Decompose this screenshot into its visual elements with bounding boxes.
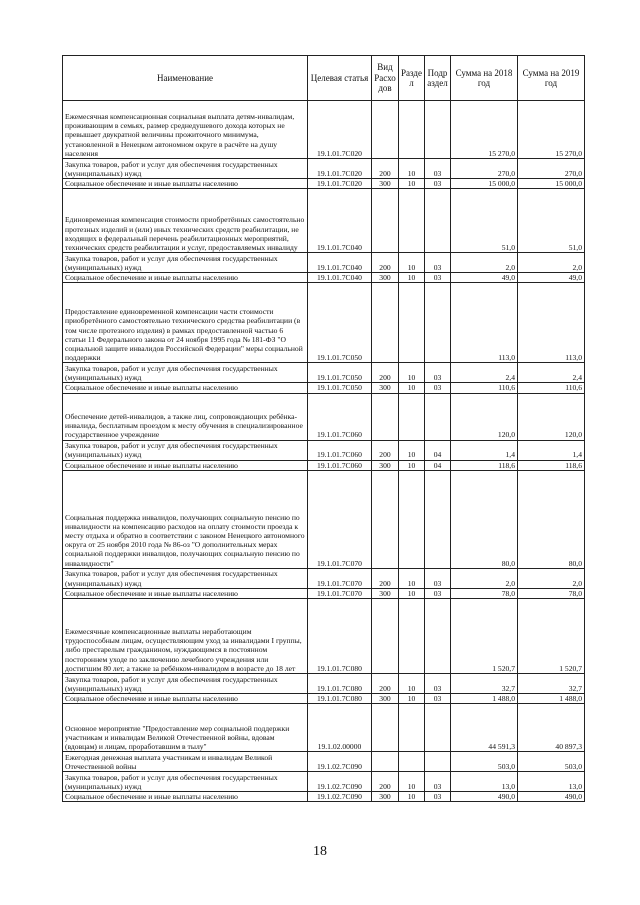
row-sum-2019: 110,6 [518, 383, 585, 393]
table-row [63, 470, 585, 568]
row-section: 10 [399, 588, 425, 598]
row-sum-2019: 15 270,0 [518, 101, 585, 159]
table-row [63, 460, 585, 470]
table-header-row [63, 56, 585, 101]
row-name: Закупка товаров, работ и услуг для обеспечения государственных (муниципальных) нужд [63, 772, 308, 792]
row-sum-2018: 80,0 [451, 470, 518, 568]
table-row [63, 694, 585, 704]
row-subsection [425, 704, 451, 752]
row-target-article: 19.1.02.7С090 [308, 792, 372, 802]
row-sum-2018: 15 000,0 [451, 179, 518, 189]
row-expense-type [372, 189, 399, 253]
table-row [63, 393, 585, 440]
row-name: Ежемесячные компенсационные выплаты неработающим трудоспособным лицам, осуществляющим уход за инвалидами I группы, либо престарелым гражданином, нуждающимся в постоянном постороннем уходе по заключению лечебного учреждения или достигшим 80 лет, а также за ребёнком-инвалидом в возрасте до 18 лет [63, 599, 308, 674]
table-row [63, 568, 585, 588]
table-row [63, 772, 585, 792]
table-row [63, 792, 585, 802]
row-subsection: 03 [425, 588, 451, 598]
row-section: 10 [399, 674, 425, 694]
table-row [63, 273, 585, 283]
row-sum-2019: 40 897,3 [518, 704, 585, 752]
row-target-article: 19.1.01.7С060 [308, 460, 372, 470]
row-section [399, 393, 425, 440]
row-sum-2018: 51,0 [451, 189, 518, 253]
row-expense-type [372, 283, 399, 363]
row-target-article: 19.1.01.7С020 [308, 159, 372, 179]
row-section: 10 [399, 273, 425, 283]
row-subsection: 03 [425, 273, 451, 283]
row-subsection [425, 283, 451, 363]
row-target-article: 19.1.01.7С050 [308, 363, 372, 383]
row-sum-2019: 113,0 [518, 283, 585, 363]
col-header-sum-2019: Сумма на 2019 год [518, 56, 585, 101]
row-sum-2018: 15 270,0 [451, 101, 518, 159]
row-target-article: 19.1.01.7С020 [308, 179, 372, 189]
row-subsection: 03 [425, 568, 451, 588]
row-name: Закупка товаров, работ и услуг для обеспечения государственных (муниципальных) нужд [63, 440, 308, 460]
row-name: Закупка товаров, работ и услуг для обеспечения государственных (муниципальных) нужд [63, 568, 308, 588]
row-section: 10 [399, 383, 425, 393]
table-row [63, 440, 585, 460]
row-target-article: 19.1.01.7С070 [308, 588, 372, 598]
row-target-article: 19.1.02.00000 [308, 704, 372, 752]
row-name: Единовременная компенсация стоимости приобретённых самостоятельно протезных изделий и (или) иных технических средств реабилитации, не входящих в федеральный перечень реабилитационных мероприятий, технических средств реабилитации и услуг, предоставляемых инвалиду [63, 189, 308, 253]
row-sum-2018: 2,0 [451, 253, 518, 273]
table-row [63, 588, 585, 598]
row-sum-2019: 120,0 [518, 393, 585, 440]
table-row [63, 159, 585, 179]
row-sum-2019: 51,0 [518, 189, 585, 253]
row-expense-type: 200 [372, 159, 399, 179]
row-subsection: 03 [425, 772, 451, 792]
budget-table-container [62, 55, 584, 802]
row-name: Социальное обеспечение и иные выплаты населению [63, 460, 308, 470]
row-sum-2018: 44 591,3 [451, 704, 518, 752]
row-section: 10 [399, 253, 425, 273]
row-target-article: 19.1.01.7С020 [308, 101, 372, 159]
row-expense-type: 300 [372, 273, 399, 283]
table-row [63, 363, 585, 383]
row-section: 10 [399, 772, 425, 792]
row-sum-2018: 1,4 [451, 440, 518, 460]
row-subsection: 04 [425, 440, 451, 460]
row-expense-type [372, 393, 399, 440]
row-expense-type: 200 [372, 363, 399, 383]
row-name: Социальное обеспечение и иные выплаты населению [63, 694, 308, 704]
row-target-article: 19.1.01.7С040 [308, 273, 372, 283]
row-section [399, 101, 425, 159]
table-row [63, 179, 585, 189]
row-expense-type: 300 [372, 179, 399, 189]
row-name: Закупка товаров, работ и услуг для обеспечения государственных (муниципальных) нужд [63, 159, 308, 179]
row-name: Социальное обеспечение и иные выплаты населению [63, 273, 308, 283]
row-target-article: 19.1.01.7С040 [308, 189, 372, 253]
row-target-article: 19.1.01.7С080 [308, 694, 372, 704]
row-section [399, 189, 425, 253]
row-sum-2019: 13,0 [518, 772, 585, 792]
row-name: Социальное обеспечение и иные выплаты населению [63, 179, 308, 189]
col-header-razdel: Разде л [399, 56, 425, 101]
row-expense-type: 200 [372, 568, 399, 588]
row-expense-type [372, 101, 399, 159]
col-header-podrazdel: Подр аздел [425, 56, 451, 101]
row-expense-type: 200 [372, 674, 399, 694]
row-target-article: 19.1.01.7С070 [308, 470, 372, 568]
row-sum-2018: 118,6 [451, 460, 518, 470]
row-sum-2018: 490,0 [451, 792, 518, 802]
row-sum-2019: 80,0 [518, 470, 585, 568]
row-target-article: 19.1.01.7С060 [308, 440, 372, 460]
row-target-article: 19.1.01.7С050 [308, 383, 372, 393]
row-sum-2018: 1 520,7 [451, 599, 518, 674]
row-name: Ежегодная денежная выплата участникам и инвалидам Великой Отечественной войны [63, 752, 308, 772]
row-section: 10 [399, 792, 425, 802]
row-sum-2019: 15 000,0 [518, 179, 585, 189]
row-expense-type [372, 704, 399, 752]
row-section: 10 [399, 440, 425, 460]
row-subsection [425, 752, 451, 772]
row-expense-type: 300 [372, 383, 399, 393]
row-name: Социальная поддержка инвалидов, получающих социальную пенсию по инвалидности на компенсацию расходов на оплату стоимости проезда к месту отдыха и обратно в соответствии с законом Ненецкого автономного округа от 25 ноября 2010 года № 86-оз "О дополнительных мерах социальной поддержки инвалидов, получающих социальную пенсию по инвалидности" [63, 470, 308, 568]
row-sum-2018: 49,0 [451, 273, 518, 283]
row-section [399, 752, 425, 772]
table-row [63, 189, 585, 253]
row-name: Социальное обеспечение и иные выплаты населению [63, 588, 308, 598]
row-sum-2018: 113,0 [451, 283, 518, 363]
row-subsection [425, 393, 451, 440]
row-sum-2019: 32,7 [518, 674, 585, 694]
row-sum-2019: 118,6 [518, 460, 585, 470]
row-sum-2018: 1 488,0 [451, 694, 518, 704]
page-number: 18 [313, 844, 327, 859]
row-expense-type: 200 [372, 440, 399, 460]
row-expense-type: 200 [372, 772, 399, 792]
row-name: Закупка товаров, работ и услуг для обеспечения государственных (муниципальных) нужд [63, 253, 308, 273]
row-sum-2019: 270,0 [518, 159, 585, 179]
col-header-name: Наименование [63, 56, 308, 101]
row-expense-type [372, 470, 399, 568]
row-expense-type: 300 [372, 792, 399, 802]
row-subsection [425, 189, 451, 253]
row-sum-2018: 120,0 [451, 393, 518, 440]
row-sum-2019: 1,4 [518, 440, 585, 460]
row-sum-2019: 490,0 [518, 792, 585, 802]
row-target-article: 19.1.01.7С080 [308, 599, 372, 674]
row-sum-2018: 2,0 [451, 568, 518, 588]
table-row [63, 383, 585, 393]
row-target-article: 19.1.01.7С060 [308, 393, 372, 440]
row-sum-2018: 2,4 [451, 363, 518, 383]
row-section [399, 599, 425, 674]
table-row [63, 283, 585, 363]
row-sum-2019: 2,4 [518, 363, 585, 383]
row-subsection: 03 [425, 383, 451, 393]
row-target-article: 19.1.02.7С090 [308, 752, 372, 772]
row-name: Социальное обеспечение и иные выплаты населению [63, 383, 308, 393]
row-section [399, 283, 425, 363]
row-target-article: 19.1.02.7С090 [308, 772, 372, 792]
table-row [63, 674, 585, 694]
row-section [399, 470, 425, 568]
row-sum-2019: 49,0 [518, 273, 585, 283]
row-target-article: 19.1.01.7С050 [308, 283, 372, 363]
table-row [63, 599, 585, 674]
row-subsection: 03 [425, 792, 451, 802]
table-row [63, 253, 585, 273]
row-subsection: 03 [425, 694, 451, 704]
table-row [63, 704, 585, 752]
row-sum-2018: 110,6 [451, 383, 518, 393]
row-target-article: 19.1.01.7С080 [308, 674, 372, 694]
row-section: 10 [399, 159, 425, 179]
row-target-article: 19.1.01.7С070 [308, 568, 372, 588]
row-subsection: 03 [425, 159, 451, 179]
row-subsection: 03 [425, 674, 451, 694]
budget-table [62, 55, 585, 802]
col-header-vid: Вид Расхо дов [372, 56, 399, 101]
row-sum-2019: 1 488,0 [518, 694, 585, 704]
row-sum-2018: 270,0 [451, 159, 518, 179]
row-name: Обеспечение детей-инвалидов, а также лиц, сопровождающих ребёнка-инвалида, бесплатным проездом к месту обучения в специализированное государственное учреждение [63, 393, 308, 440]
row-sum-2019: 78,0 [518, 588, 585, 598]
row-sum-2018: 13,0 [451, 772, 518, 792]
row-section: 10 [399, 460, 425, 470]
row-sum-2019: 1 520,7 [518, 599, 585, 674]
row-section: 10 [399, 694, 425, 704]
table-row [63, 101, 585, 159]
row-target-article: 19.1.01.7С040 [308, 253, 372, 273]
row-expense-type [372, 752, 399, 772]
row-section: 10 [399, 568, 425, 588]
row-name: Закупка товаров, работ и услуг для обеспечения государственных (муниципальных) нужд [63, 674, 308, 694]
row-subsection [425, 101, 451, 159]
row-expense-type [372, 599, 399, 674]
row-name: Социальное обеспечение и иные выплаты населению [63, 792, 308, 802]
row-subsection: 03 [425, 363, 451, 383]
row-subsection: 04 [425, 460, 451, 470]
row-section: 10 [399, 363, 425, 383]
row-expense-type: 300 [372, 588, 399, 598]
row-subsection [425, 470, 451, 568]
row-name: Предоставление единовременной компенсации части стоимости приобретённого самостоятельно технического средства реабилитации (в том числе протезного изделия) в рамках предоставленной частью 6 статьи 11 Федерального закона от 24 ноября 1995 года № 181-ФЗ "О социальной защите инвалидов Российской Федерации" меры социальной поддержки [63, 283, 308, 363]
row-expense-type: 300 [372, 694, 399, 704]
row-sum-2018: 503,0 [451, 752, 518, 772]
row-subsection [425, 599, 451, 674]
row-subsection: 03 [425, 179, 451, 189]
col-header-target: Целевая статья [308, 56, 372, 101]
row-name: Ежемесячная компенсационная социальная выплата детям-инвалидам, проживающим в семьях, размер среднедушевого дохода которых не превышает двукратной величины прожиточного минимума, установленной в Ненецком автономном округе в расчёте на душу населения [63, 101, 308, 159]
row-section [399, 704, 425, 752]
row-name: Основное мероприятие "Предоставление мер социальной поддержки участникам и инвалидам Великой Отечественной войны, вдовам (вдовцам) и лицам, проработавшим в тылу" [63, 704, 308, 752]
table-row [63, 752, 585, 772]
col-header-sum-2018: Сумма на 2018 год [451, 56, 518, 101]
row-sum-2019: 2,0 [518, 253, 585, 273]
row-name: Закупка товаров, работ и услуг для обеспечения государственных (муниципальных) нужд [63, 363, 308, 383]
row-expense-type: 200 [372, 253, 399, 273]
table-body [63, 101, 585, 802]
row-sum-2018: 78,0 [451, 588, 518, 598]
row-expense-type: 300 [372, 460, 399, 470]
row-section: 10 [399, 179, 425, 189]
row-sum-2019: 503,0 [518, 752, 585, 772]
row-sum-2019: 2,0 [518, 568, 585, 588]
row-subsection: 03 [425, 253, 451, 273]
row-sum-2018: 32,7 [451, 674, 518, 694]
